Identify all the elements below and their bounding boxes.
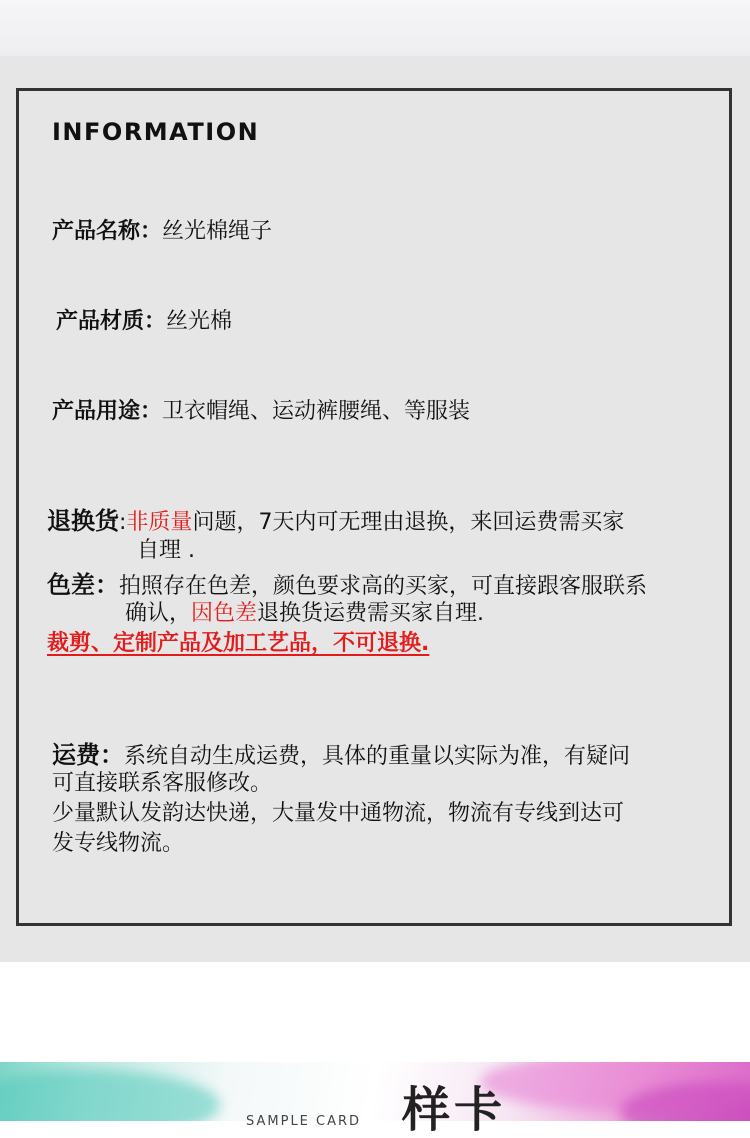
no-return-note: 裁剪、定制产品及加工艺品，不可退换. <box>47 631 430 656</box>
top-strip <box>0 0 750 56</box>
product-material-row <box>56 304 232 335</box>
shipping-text-line2: 可直接联系客服修改。 <box>52 771 273 796</box>
product-name-value: 丝光棉绳子 <box>162 219 273 244</box>
color-diff-line2-red: 因色差 <box>191 601 258 626</box>
color-diff-text-line1: 拍照存在色差，颜色要求高的买家，可直接跟客服联系 <box>119 574 648 599</box>
section-heading: INFORMATION <box>52 118 260 146</box>
shipping-row <box>52 735 630 770</box>
product-name-row <box>52 214 272 245</box>
product-material-label: 产品材质： <box>56 309 167 334</box>
shipping-label: 运费： <box>52 741 124 769</box>
white-gap <box>0 962 750 1062</box>
product-use-value: 卫衣帽绳、运动裤腰绳、等服装 <box>162 399 471 424</box>
returns-label: 退换货 <box>47 507 119 535</box>
sample-card-banner <box>0 1062 750 1121</box>
product-material-value: 丝光棉 <box>166 309 233 334</box>
color-diff-line2-prefix: 确认， <box>125 601 192 626</box>
banner-title: 样卡 <box>402 1082 507 1138</box>
product-use-label: 产品用途： <box>52 399 163 424</box>
color-diff-line2 <box>125 596 484 627</box>
banner-streak-teal <box>0 1070 220 1121</box>
returns-colon: : <box>119 510 127 535</box>
shipping-text-line4: 发专线物流。 <box>52 831 185 856</box>
shipping-text-line3: 少量默认发韵达快递，大量发中通物流，物流有专线到达可 <box>52 801 625 826</box>
color-diff-row <box>47 565 647 600</box>
returns-red-text: 非质量 <box>126 510 193 535</box>
returns-row <box>47 501 624 536</box>
color-diff-label: 色差： <box>47 571 119 599</box>
shipping-text-line1: 系统自动生成运费，具体的重量以实际为准，有疑问 <box>124 744 631 769</box>
returns-text-line2: 自理 . <box>137 538 195 563</box>
banner-subtitle: SAMPLE CARD <box>246 1114 362 1129</box>
color-diff-line2-suffix: 退换货运费需买家自理. <box>257 601 485 626</box>
product-name-label: 产品名称： <box>52 219 163 244</box>
returns-text-line1: 问题，7天内可无理由退换，来回运费需买家 <box>192 510 625 535</box>
product-use-row <box>52 394 470 425</box>
